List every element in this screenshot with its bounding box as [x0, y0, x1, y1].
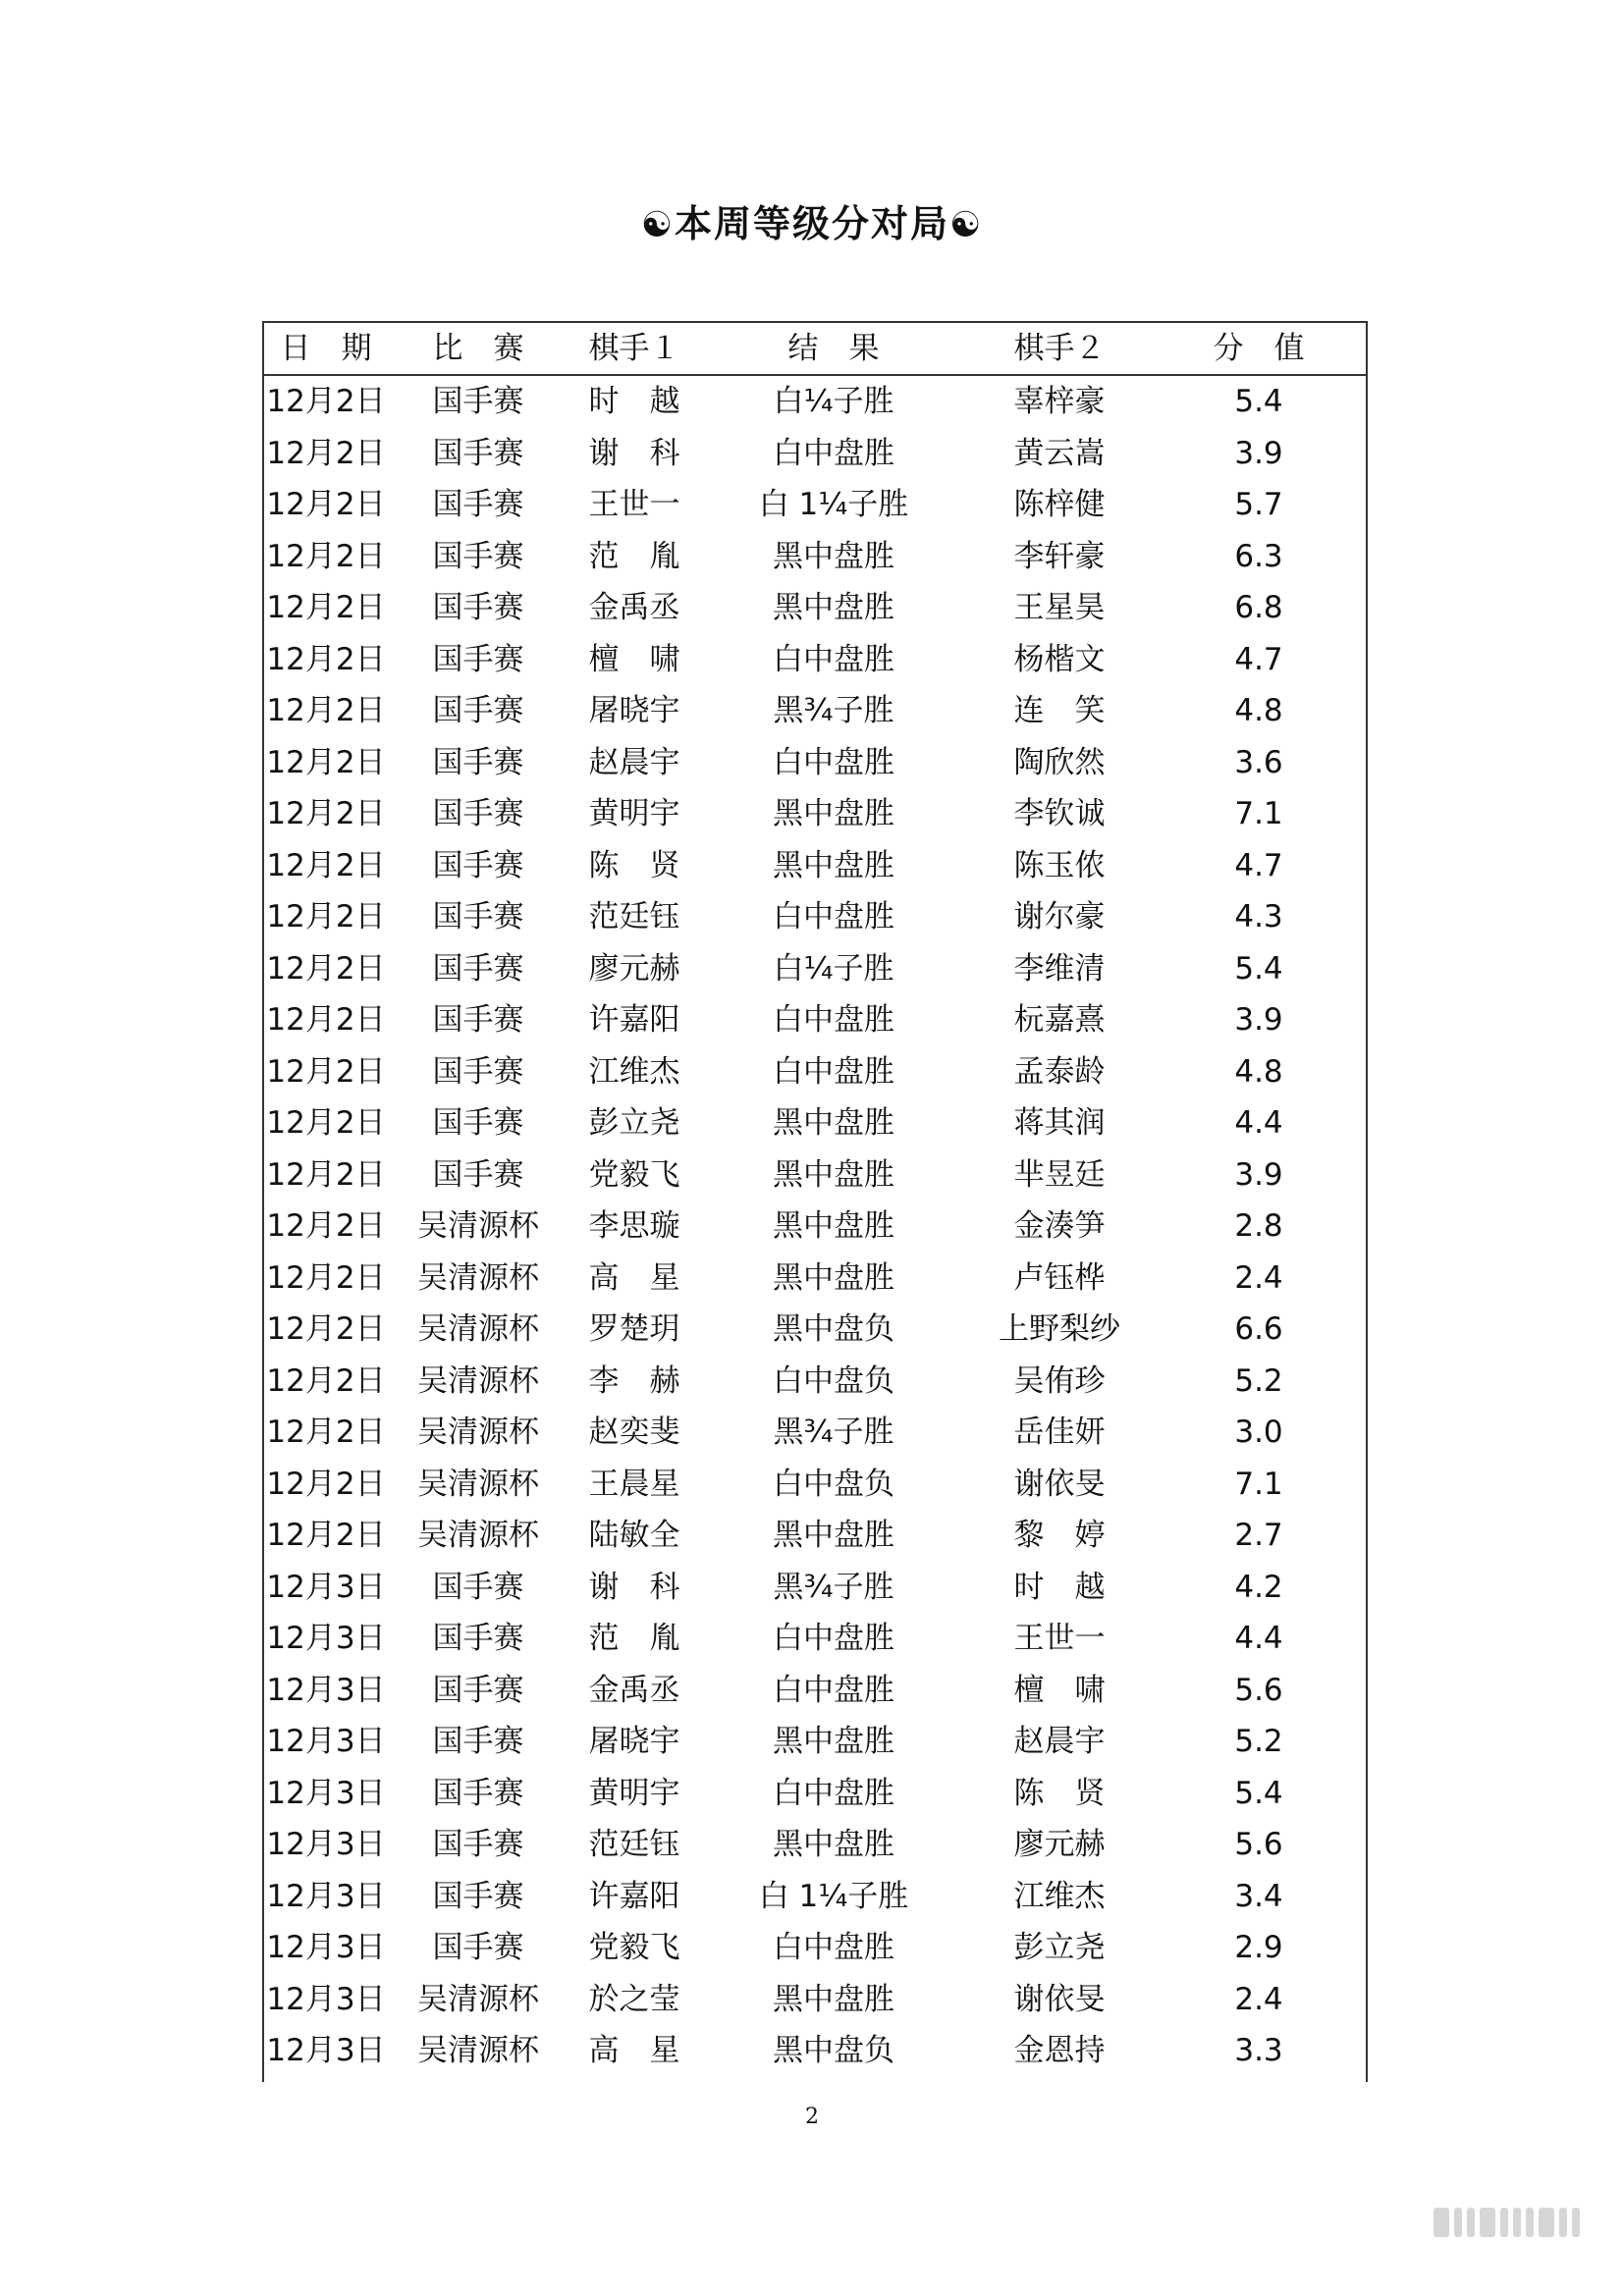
- cell-event: 国手赛: [432, 1775, 524, 1811]
- cell-player1: 党毅飞: [588, 1930, 680, 1965]
- cell-points: 6.3: [1234, 538, 1283, 574]
- cell-date: 12月2日: [266, 1466, 386, 1502]
- cell-event: 国手赛: [432, 1156, 524, 1193]
- table-row: [264, 788, 1366, 840]
- cell-date: 12月3日: [266, 2033, 386, 2068]
- table-row: [264, 1097, 1366, 1149]
- cell-player2: 檀 啸: [1013, 1672, 1106, 1708]
- cell-player2: 王星昊: [1013, 590, 1106, 625]
- cell-player1: 金禹丞: [588, 1672, 680, 1708]
- cell-player1: 江维杰: [588, 1053, 680, 1090]
- cell-date: 12月2日: [266, 384, 386, 419]
- cell-points: 5.7: [1234, 487, 1283, 522]
- cell-result: 黑中盘胜: [773, 1827, 894, 1862]
- cell-player2: 陶欣然: [1013, 744, 1106, 780]
- cell-player2: 李维清: [1013, 950, 1106, 987]
- cell-date: 12月2日: [266, 950, 386, 987]
- cell-date: 12月3日: [266, 1878, 386, 1914]
- table-row: [264, 1819, 1366, 1871]
- cell-player1: 罗楚玥: [588, 1311, 680, 1347]
- cell-player2: 卢钰桦: [1013, 1259, 1106, 1296]
- cell-points: 5.4: [1234, 384, 1283, 419]
- cell-date: 12月2日: [266, 1105, 386, 1141]
- cell-player2: 彭立尧: [1013, 1930, 1106, 1965]
- column-header-player2: 棋手２: [967, 323, 1152, 375]
- cell-result: 白 1¼子胜: [758, 1878, 909, 1914]
- cell-player2: 王世一: [1013, 1621, 1106, 1656]
- table-row: [264, 1510, 1366, 1562]
- table-row: [264, 582, 1366, 634]
- cell-result: 白中盘胜: [773, 1053, 894, 1090]
- cell-player2: 孟泰龄: [1013, 1053, 1106, 1090]
- cell-player2: 吴侑珍: [1013, 1362, 1106, 1399]
- cell-player1: 许嘉阳: [588, 1002, 680, 1038]
- cell-player2: 时 越: [1013, 1569, 1106, 1605]
- cell-date: 12月2日: [266, 1518, 386, 1553]
- cell-player1: 范廷钰: [588, 899, 680, 934]
- table-row: [264, 891, 1366, 943]
- cell-player2: 辜梓豪: [1013, 384, 1106, 419]
- cell-player1: 黄明宇: [588, 1775, 680, 1811]
- table-row: [264, 840, 1366, 892]
- cell-player1: 谢 科: [588, 1569, 680, 1605]
- cell-date: 12月2日: [266, 435, 386, 471]
- cell-result: 白中盘胜: [773, 641, 894, 677]
- cell-date: 12月2日: [266, 487, 386, 522]
- cell-player2: 陈 贤: [1013, 1775, 1106, 1811]
- cell-player2: 赵晨宇: [1013, 1724, 1106, 1759]
- cell-points: 4.2: [1234, 1569, 1283, 1605]
- table-row: [264, 994, 1366, 1046]
- cell-event: 国手赛: [432, 641, 524, 677]
- cell-player1: 赵晨宇: [588, 744, 680, 780]
- table-row: [264, 1613, 1366, 1665]
- cell-player2: 黄云嵩: [1013, 435, 1106, 471]
- cell-points: 2.7: [1234, 1518, 1283, 1553]
- cell-points: 2.4: [1234, 1259, 1283, 1296]
- table-row: [264, 1046, 1366, 1098]
- cell-points: 5.6: [1234, 1672, 1283, 1708]
- cell-result: 白中盘胜: [773, 899, 894, 934]
- cell-date: 12月3日: [266, 1930, 386, 1965]
- cell-points: 3.6: [1234, 744, 1283, 780]
- cell-result: 白中盘胜: [773, 1775, 894, 1811]
- cell-player1: 范 胤: [588, 1621, 680, 1656]
- table-row: [264, 943, 1366, 995]
- cell-result: 黑中盘胜: [773, 847, 894, 883]
- cell-points: 5.2: [1234, 1362, 1283, 1399]
- cell-event: 国手赛: [432, 1621, 524, 1656]
- cell-points: 3.9: [1234, 1156, 1283, 1193]
- cell-result: 黑中盘胜: [773, 1208, 894, 1244]
- cell-player1: 范 胤: [588, 538, 680, 574]
- cell-player2: 杬嘉熹: [1013, 1002, 1106, 1038]
- cell-event: 吴清源杯: [417, 1311, 539, 1347]
- cell-player2: 岳佳妍: [1013, 1415, 1106, 1450]
- cell-points: 3.0: [1234, 1415, 1283, 1450]
- cell-player1: 时 越: [588, 384, 680, 419]
- cell-result: 白中盘胜: [773, 744, 894, 780]
- cell-result: 黑¾子胜: [773, 1569, 894, 1605]
- cell-date: 12月3日: [266, 1775, 386, 1811]
- cell-player2: 连 笑: [1013, 693, 1106, 728]
- table-row: [264, 428, 1366, 480]
- cell-event: 吴清源杯: [417, 1518, 539, 1553]
- cell-result: 黑中盘胜: [773, 796, 894, 831]
- table-row: [264, 1304, 1366, 1356]
- cell-event: 国手赛: [432, 435, 524, 471]
- table-row: [264, 1768, 1366, 1820]
- cell-event: 吴清源杯: [417, 1466, 539, 1502]
- cell-player1: 高 星: [588, 2033, 680, 2068]
- cell-event: 国手赛: [432, 1105, 524, 1141]
- cell-player2: 金恩持: [1013, 2033, 1106, 2068]
- cell-player1: 屠晓宇: [588, 1724, 680, 1759]
- cell-date: 12月2日: [266, 590, 386, 625]
- cell-event: 国手赛: [432, 796, 524, 831]
- table-row: [264, 375, 1366, 428]
- cell-points: 2.4: [1234, 1981, 1283, 2017]
- cell-result: 黑¾子胜: [773, 693, 894, 728]
- games-table: [264, 323, 1366, 2077]
- cell-result: 黑中盘负: [773, 1311, 894, 1347]
- table-row: [264, 531, 1366, 583]
- cell-player1: 陆敏全: [588, 1518, 680, 1553]
- cell-event: 国手赛: [432, 1053, 524, 1090]
- column-header-date: 日 期: [264, 323, 388, 375]
- table-row: [264, 1716, 1366, 1768]
- cell-event: 国手赛: [432, 950, 524, 987]
- cell-event: 吴清源杯: [417, 2033, 539, 2068]
- cell-date: 12月2日: [266, 1002, 386, 1038]
- cell-player2: 陈梓健: [1013, 487, 1106, 522]
- cell-player2: 芈昱廷: [1013, 1156, 1106, 1193]
- cell-result: 黑中盘胜: [773, 1518, 894, 1553]
- cell-date: 12月2日: [266, 744, 386, 780]
- table-row: [264, 1459, 1366, 1511]
- table-row: [264, 1149, 1366, 1201]
- cell-points: 7.1: [1234, 1466, 1283, 1502]
- column-header-points: 分 值: [1152, 323, 1366, 375]
- cell-player2: 谢依旻: [1013, 1981, 1106, 2017]
- cell-points: 5.4: [1234, 1775, 1283, 1811]
- cell-player2: 陈玉侬: [1013, 847, 1106, 883]
- table-row: [264, 479, 1366, 531]
- table-row: [264, 1201, 1366, 1253]
- cell-player1: 金禹丞: [588, 590, 680, 625]
- cell-player1: 谢 科: [588, 435, 680, 471]
- cell-date: 12月2日: [266, 538, 386, 574]
- cell-result: 黑中盘胜: [773, 1105, 894, 1141]
- cell-event: 国手赛: [432, 538, 524, 574]
- cell-result: 黑中盘胜: [773, 590, 894, 625]
- cell-points: 3.3: [1234, 2033, 1283, 2068]
- cell-date: 12月3日: [266, 1724, 386, 1759]
- cell-points: 2.9: [1234, 1930, 1283, 1965]
- cell-player1: 廖元赫: [588, 950, 680, 987]
- cell-event: 吴清源杯: [417, 1415, 539, 1450]
- cell-event: 国手赛: [432, 590, 524, 625]
- cell-date: 12月2日: [266, 1311, 386, 1347]
- cell-player1: 许嘉阳: [588, 1878, 680, 1914]
- cell-points: 6.6: [1234, 1311, 1283, 1347]
- cell-result: 白中盘负: [773, 1466, 894, 1502]
- yin-yang-icon: ☯: [640, 205, 675, 245]
- cell-result: 白¼子胜: [773, 384, 894, 419]
- cell-player1: 王晨星: [588, 1466, 680, 1502]
- cell-result: 白中盘负: [773, 1362, 894, 1399]
- table-row: [264, 1665, 1366, 1717]
- cell-result: 白¼子胜: [773, 950, 894, 987]
- cell-date: 12月2日: [266, 1259, 386, 1296]
- cell-date: 12月3日: [266, 1672, 386, 1708]
- cell-date: 12月3日: [266, 1827, 386, 1862]
- cell-date: 12月2日: [266, 796, 386, 831]
- cell-date: 12月2日: [266, 693, 386, 728]
- cell-points: 4.8: [1234, 1053, 1283, 1090]
- cell-points: 4.4: [1234, 1105, 1283, 1141]
- cell-points: 7.1: [1234, 796, 1283, 831]
- cell-event: 吴清源杯: [417, 1259, 539, 1296]
- table-row: [264, 634, 1366, 686]
- cell-points: 4.4: [1234, 1621, 1283, 1656]
- cell-date: 12月2日: [266, 1053, 386, 1090]
- cell-player1: 王世一: [588, 487, 680, 522]
- cell-points: 5.4: [1234, 950, 1283, 987]
- column-header-result: 结 果: [700, 323, 967, 375]
- cell-result: 黑中盘胜: [773, 1724, 894, 1759]
- cell-event: 国手赛: [432, 744, 524, 780]
- cell-event: 国手赛: [432, 1724, 524, 1759]
- page-title: [0, 194, 1624, 255]
- cell-player1: 彭立尧: [588, 1105, 680, 1141]
- cell-player2: 李钦诚: [1013, 796, 1106, 831]
- cell-date: 12月2日: [266, 1362, 386, 1399]
- table-row: [264, 1407, 1366, 1459]
- cell-event: 国手赛: [432, 899, 524, 934]
- cell-date: 12月3日: [266, 1981, 386, 2017]
- cell-event: 吴清源杯: [417, 1981, 539, 2017]
- cell-player2: 谢尔豪: [1013, 899, 1106, 934]
- cell-points: 4.7: [1234, 641, 1283, 677]
- cell-date: 12月2日: [266, 899, 386, 934]
- cell-result: 白 1¼子胜: [758, 487, 909, 522]
- cell-points: 4.3: [1234, 899, 1283, 934]
- cell-points: 4.8: [1234, 693, 1283, 728]
- cell-result: 白中盘胜: [773, 1930, 894, 1965]
- cell-result: 白中盘胜: [773, 1002, 894, 1038]
- cell-event: 国手赛: [432, 847, 524, 883]
- cell-event: 国手赛: [432, 487, 524, 522]
- cell-event: 国手赛: [432, 1002, 524, 1038]
- cell-points: 4.7: [1234, 847, 1283, 883]
- table-row: [264, 1356, 1366, 1408]
- cell-event: 吴清源杯: [417, 1362, 539, 1399]
- cell-player2: 上野梨纱: [999, 1311, 1120, 1347]
- table-row: [264, 1562, 1366, 1614]
- cell-event: 国手赛: [432, 1672, 524, 1708]
- cell-player2: 谢依旻: [1013, 1466, 1106, 1502]
- table-row: [264, 1974, 1366, 2026]
- column-header-event: 比 赛: [388, 323, 568, 375]
- cell-event: 国手赛: [432, 1878, 524, 1914]
- cell-event: 国手赛: [432, 1827, 524, 1862]
- cell-player1: 赵奕斐: [588, 1415, 680, 1450]
- cell-result: 黑¾子胜: [773, 1415, 894, 1450]
- cell-event: 国手赛: [432, 693, 524, 728]
- page-title-text: 本周等级分对局: [674, 201, 949, 245]
- cell-result: 黑中盘胜: [773, 538, 894, 574]
- cell-player2: 蒋其润: [1013, 1105, 1106, 1141]
- cell-player2: 江维杰: [1013, 1878, 1106, 1914]
- table-row: [264, 1253, 1366, 1305]
- table-row: [264, 737, 1366, 789]
- cell-result: 黑中盘胜: [773, 1156, 894, 1193]
- page-number: 2: [805, 2105, 819, 2129]
- cell-points: 6.8: [1234, 590, 1283, 625]
- cell-player1: 檀 啸: [588, 641, 680, 677]
- cell-player1: 李思璇: [588, 1208, 680, 1244]
- cell-date: 12月2日: [266, 641, 386, 677]
- cell-points: 3.9: [1234, 435, 1283, 471]
- cell-player1: 陈 贤: [588, 847, 680, 883]
- cell-player1: 屠晓宇: [588, 693, 680, 728]
- table-row: [264, 1922, 1366, 1974]
- cell-result: 黑中盘胜: [773, 1259, 894, 1296]
- cell-result: 白中盘胜: [773, 435, 894, 471]
- table-row: [264, 1871, 1366, 1923]
- cell-event: 吴清源杯: [417, 1208, 539, 1244]
- cell-player1: 高 星: [588, 1259, 680, 1296]
- cell-event: 国手赛: [432, 1930, 524, 1965]
- column-header-player1: 棋手１: [568, 323, 700, 375]
- cell-player1: 范廷钰: [588, 1827, 680, 1862]
- cell-player2: 黎 婷: [1013, 1518, 1106, 1553]
- cell-points: 5.2: [1234, 1724, 1283, 1759]
- cell-date: 12月2日: [266, 1156, 386, 1193]
- cell-player2: 廖元赫: [1013, 1827, 1106, 1862]
- cell-points: 2.8: [1234, 1208, 1283, 1244]
- cell-result: 黑中盘负: [773, 2033, 894, 2068]
- cell-date: 12月2日: [266, 1415, 386, 1450]
- cell-date: 12月3日: [266, 1569, 386, 1605]
- table-body: [264, 375, 1366, 2077]
- cell-date: 12月2日: [266, 1208, 386, 1244]
- cell-player1: 李 赫: [588, 1362, 680, 1399]
- cell-event: 国手赛: [432, 384, 524, 419]
- cell-player2: 金湊笋: [1013, 1208, 1106, 1244]
- table-header-row: [264, 323, 1366, 375]
- cell-result: 白中盘胜: [773, 1621, 894, 1656]
- cell-player1: 黄明宇: [588, 796, 680, 831]
- cell-event: 国手赛: [432, 1569, 524, 1605]
- cell-date: 12月2日: [266, 847, 386, 883]
- yin-yang-icon: ☯: [949, 205, 984, 245]
- cell-player1: 党毅飞: [588, 1156, 680, 1193]
- cell-player1: 於之莹: [588, 1981, 680, 2017]
- cell-points: 3.4: [1234, 1878, 1283, 1914]
- table-row: [264, 2025, 1366, 2077]
- cell-result: 白中盘胜: [773, 1672, 894, 1708]
- cell-player2: 李轩豪: [1013, 538, 1106, 574]
- cell-result: 黑中盘胜: [773, 1981, 894, 2017]
- table-row: [264, 685, 1366, 737]
- cell-date: 12月3日: [266, 1621, 386, 1656]
- cell-points: 3.9: [1234, 1002, 1283, 1038]
- cell-points: 5.6: [1234, 1827, 1283, 1862]
- watermark-bars-icon: [1434, 2203, 1580, 2242]
- cell-player2: 杨楷文: [1013, 641, 1106, 677]
